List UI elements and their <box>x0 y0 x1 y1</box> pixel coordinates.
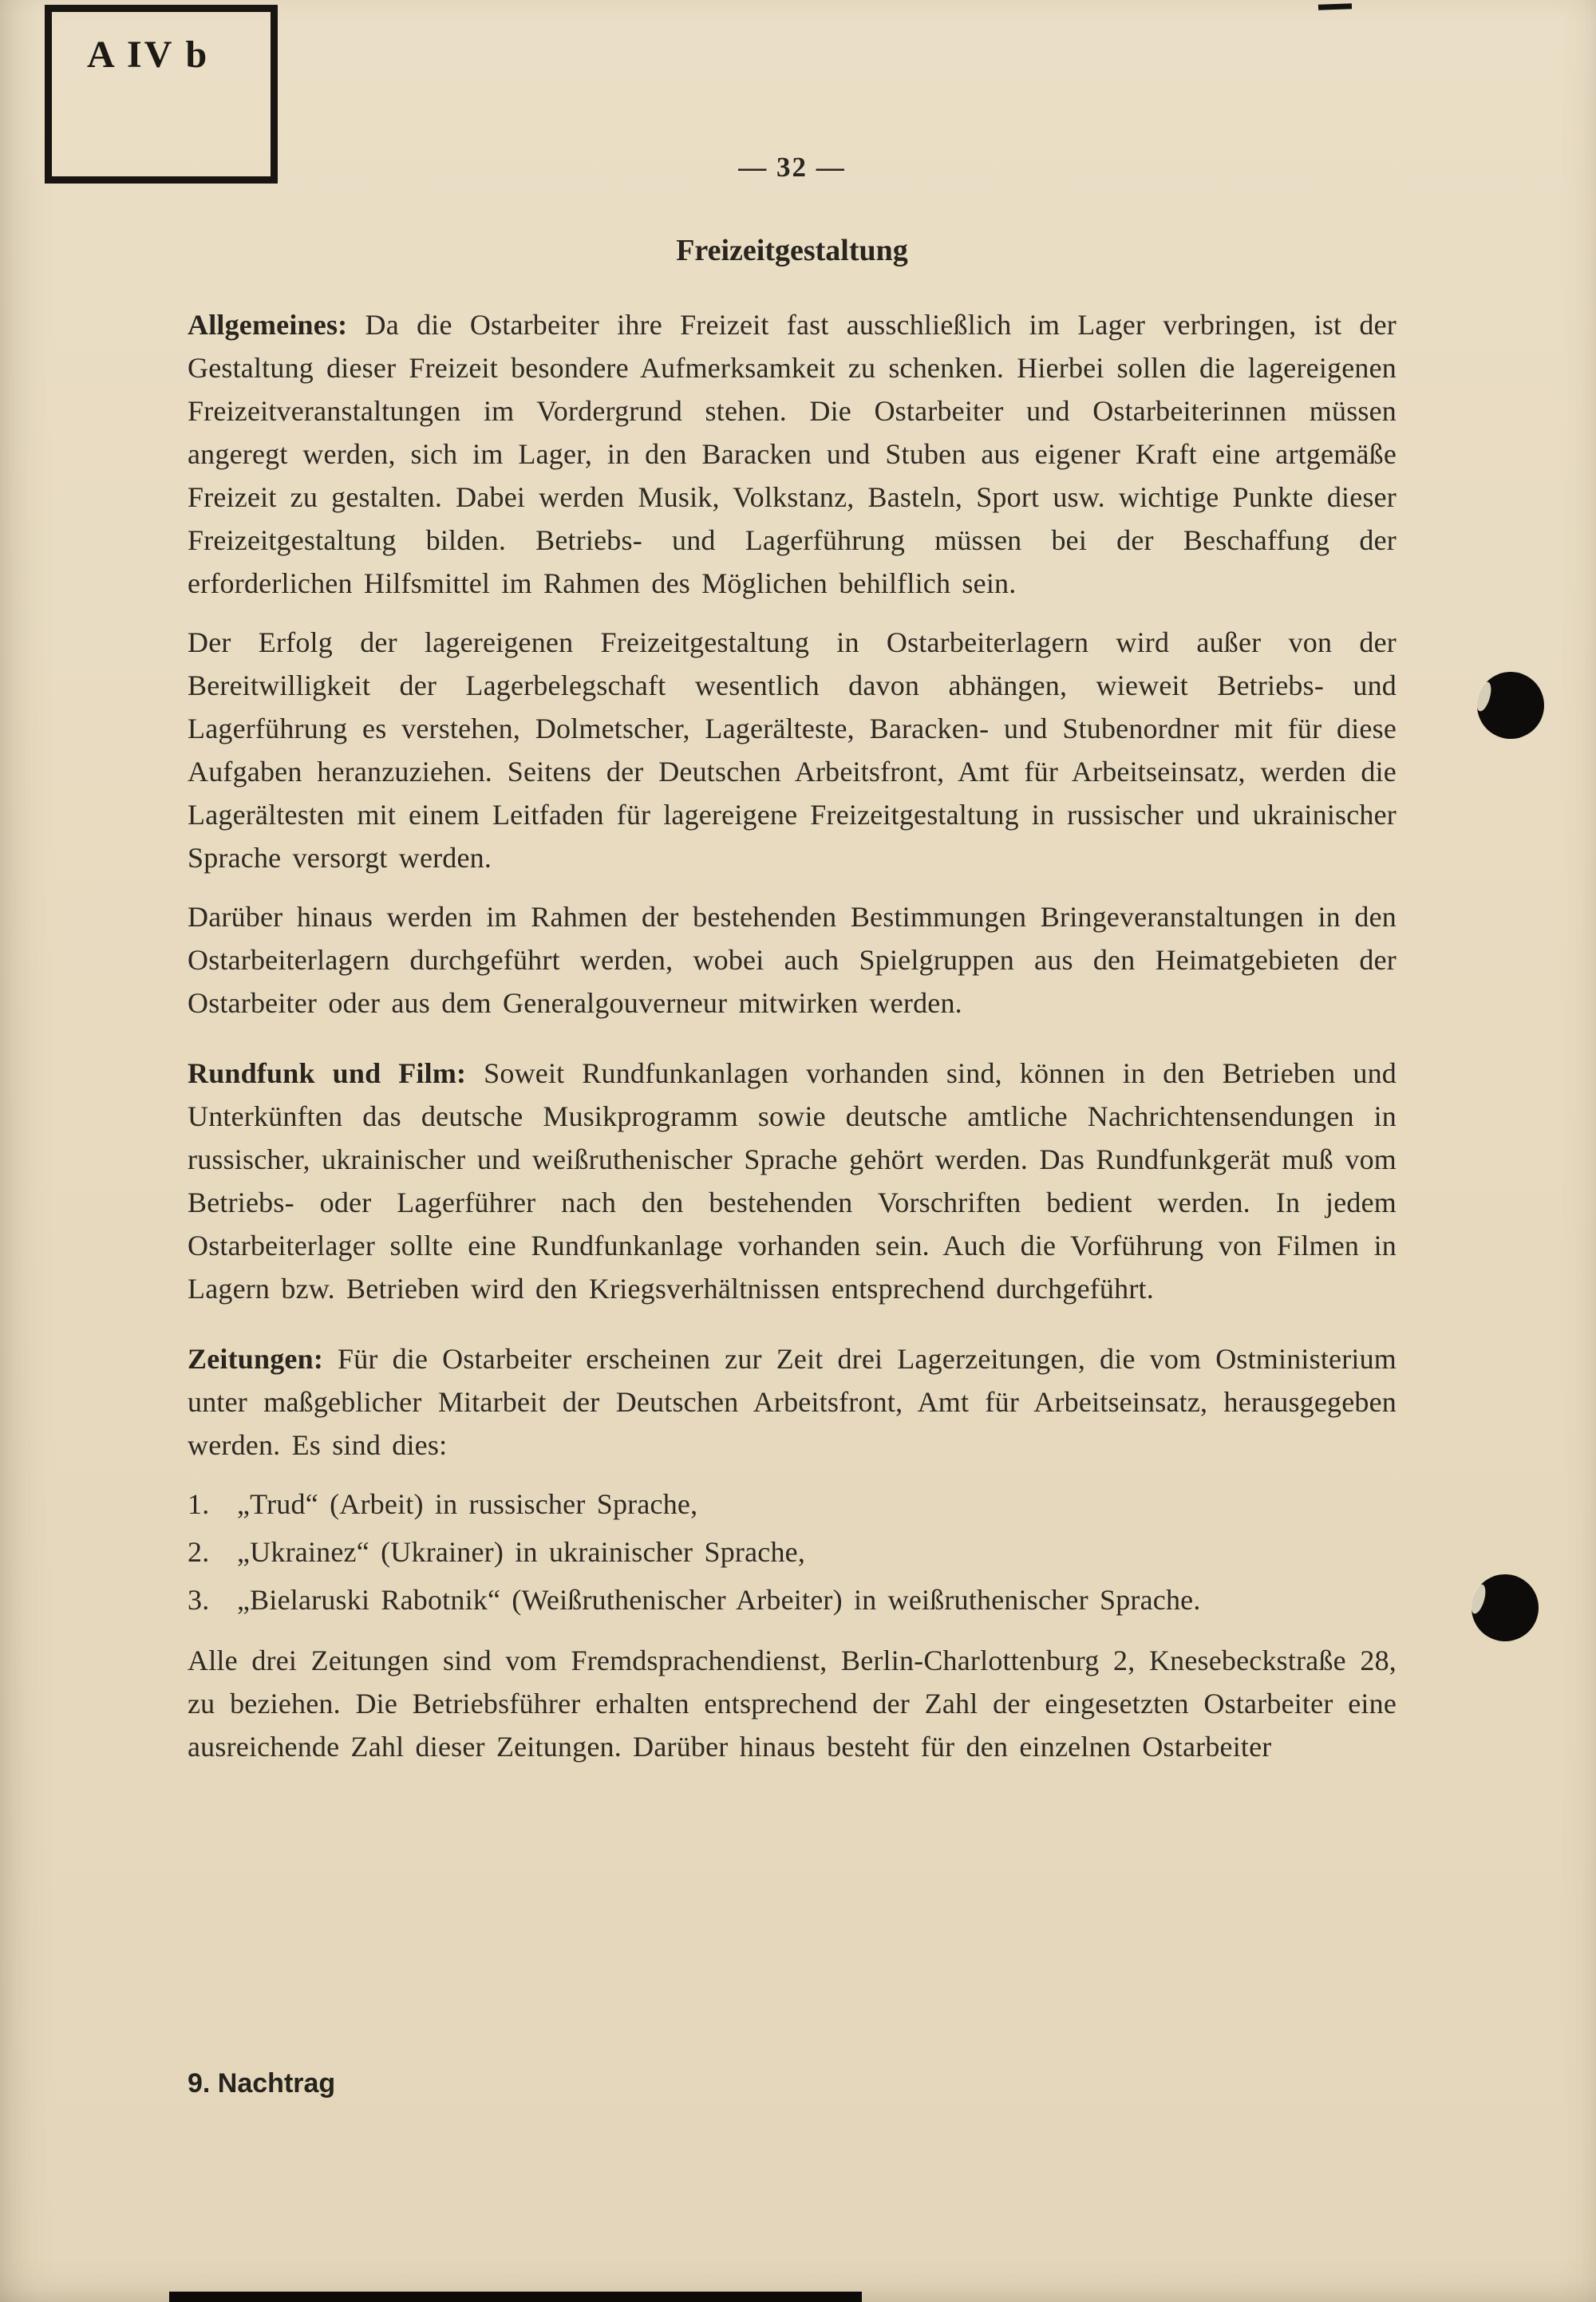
paragraph-darueber <box>188 895 1396 1025</box>
paragraph-text: Alle drei Zeitungen sind vom Fremdsprachendienst, Berlin-Charlottenburg 2, Knesebeckstraße 28, zu beziehen. Die Betriebsführer erhalten entsprechend der Zahl der eingesetzten Ostarbeiter eine ausreichende Zahl dieser Zeitungen. Darüber hinaus besteht für den einzelnen Ostarbeiter <box>188 1645 1396 1763</box>
paragraph-text: Da die Ostarbeiter ihre Freizeit fast ausschließlich im Lager verbringen, ist der Gestaltung dieser Freizeit besondere Aufmerksamkeit zu schenken. Hierbei sollen die lagereigenen Freizeitveranstaltungen im Vordergrund stehen. Die Ostarbeiter und Ostarbeiterinnen müssen angeregt werden, sich im Lager, in den Baracken und Stuben aus eigener Kraft eine artgemäße Freizeit zu gestalten. Dabei werden Musik, Volkstanz, Basteln, Sport usw. wichtige Punkte dieser Freizeitgestaltung bilden. Betriebs- und Lagerführung müssen bei der Beschaffung der erforderlichen Hilfsmittel im Rahmen des Möglichen behilflich sein. <box>188 309 1396 599</box>
paragraph-text: Darüber hinaus werden im Rahmen der bestehenden Bestimmungen Bringeveranstaltungen in den Ostarbeiterlagern durchgeführt werden, wobei auch Spielgruppen aus den Heimatgebieten der Ostarbeiter oder aus dem Generalgouverneur mitwirken werden. <box>188 901 1396 1019</box>
scan-artifact-top <box>1318 3 1352 10</box>
newspaper-list <box>188 1483 1396 1621</box>
list-item-number: 1. <box>188 1488 210 1520</box>
hole-punch-top <box>1477 672 1544 739</box>
body-text <box>188 303 1396 1768</box>
page-title: Freizeitgestaltung <box>676 234 908 267</box>
text-column <box>188 152 1396 1784</box>
list-item-number: 3. <box>188 1584 210 1616</box>
paragraph-closing <box>188 1639 1396 1768</box>
list-item <box>188 1530 1396 1573</box>
paragraph-lead: Zeitungen: <box>188 1343 324 1375</box>
classification-label: A IV b <box>87 34 210 76</box>
list-item <box>188 1483 1396 1526</box>
paragraph-rundfunk-und-film <box>188 1052 1396 1310</box>
list-item-number: 2. <box>188 1536 210 1568</box>
paragraph-text: Der Erfolg der lagereigenen Freizeitgestaltung in Ostarbeiterlagern wird außer von der Bereitwilligkeit der Lagerbelegschaft wesentlich davon abhängen, wieweit Betriebs- und Lagerführung es verstehen, Dolmetscher, Lagerälteste, Baracken- und Stubenordner mit für diese Aufgaben heranzuziehen. Seitens der Deutschen Arbeitsfront, Amt für Arbeitseinsatz, werden die Lagerältesten mit einem Leitfaden für lagereigene Freizeitgestaltung in russischer und ukrainischer Sprache versorgt werden. <box>188 626 1396 874</box>
list-item-text: „Ukrainez“ (Ukrainer) in ukrainischer Sprache, <box>237 1536 806 1568</box>
list-item <box>188 1578 1396 1621</box>
paragraph-lead: Rundfunk und Film: <box>188 1057 467 1089</box>
paragraph-text: Soweit Rundfunkanlagen vorhanden sind, können in den Betrieben und Unterkünften das deutsche Musikprogramm sowie deutsche amtliche Nachrichtensendungen in russischer, ukrainischer und weißruthenischer Sprache gehört werden. Das Rundfunkgerät muß vom Betriebs- oder Lagerführer nach den bestehenden Vorschriften bedient werden. In jedem Ostarbeiterlager sollte eine Rundfunkanlage vorhanden sein. Auch die Vorführung von Filmen in Lagern bzw. Betrieben wird den Kriegsverhältnissen entsprechend durchgeführt. <box>188 1057 1396 1305</box>
paragraph-erfolg <box>188 621 1396 879</box>
paragraph-allgemeines <box>188 303 1396 605</box>
hole-punch-bottom <box>1472 1574 1539 1641</box>
paragraph-text: Für die Ostarbeiter erscheinen zur Zeit drei Lagerzeitungen, die vom Ostministerium unter maßgeblicher Mitarbeit der Deutschen Arbeitsfront, Amt für Arbeitseinsatz, herausgegeben werden. Es sind dies: <box>188 1343 1396 1461</box>
footer-note: 9. Nachtrag <box>188 2068 336 2099</box>
page-number: — 32 — <box>738 152 846 183</box>
scan-artifact-bottom <box>169 2292 862 2302</box>
paragraph-lead: Allgemeines: <box>188 309 348 341</box>
list-item-text: „Bielaruski Rabotnik“ (Weißruthenischer Arbeiter) in weißruthenischer Sprache. <box>237 1584 1201 1616</box>
list-item-text: „Trud“ (Arbeit) in russischer Sprache, <box>237 1488 698 1520</box>
paragraph-zeitungen <box>188 1337 1396 1467</box>
